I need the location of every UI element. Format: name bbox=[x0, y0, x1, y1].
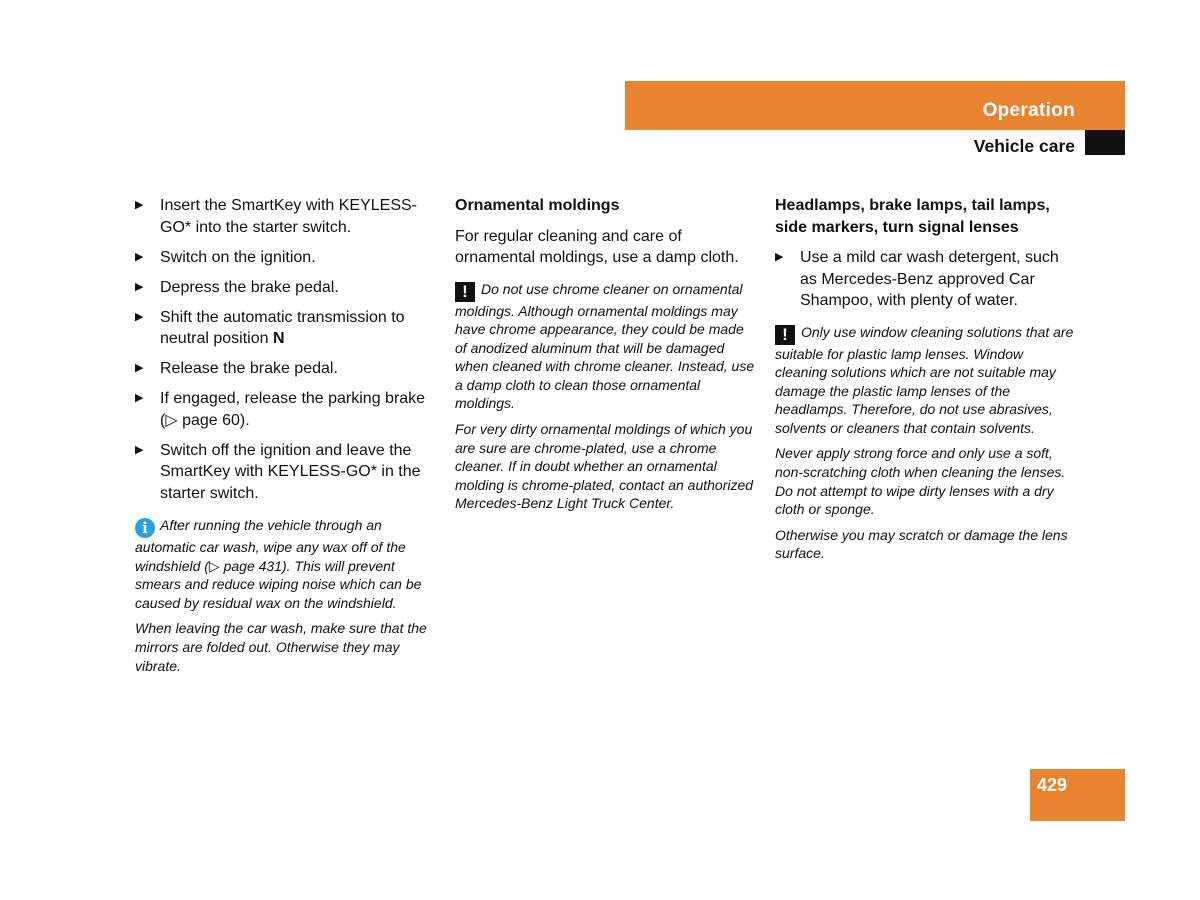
step-item bbox=[135, 307, 435, 350]
section-title: Operation bbox=[982, 100, 1075, 121]
step-text: Switch on the ignition. bbox=[160, 248, 316, 266]
step-list bbox=[775, 247, 1075, 312]
info-note-continued: When leaving the car wash, make sure that the mirrors are folded out. Otherwise they may vibrate. bbox=[135, 620, 427, 674]
info-note-text: After running the vehicle through an automatic car wash, wipe any wax off of the windshield (▷ page 431). This will prevent smears and reduce wiping noise which can be caused by residual wax on the windshield. bbox=[135, 517, 422, 611]
step-text: Use a mild car wash detergent, such as Mercedes-Benz approved Car Shampoo, with plenty of water. bbox=[800, 249, 1059, 309]
step-text: Release the brake pedal. bbox=[160, 360, 338, 377]
bullet-icon: ▶ bbox=[135, 362, 144, 374]
lamps-heading: Headlamps, brake lamps, tail lamps, side markers, turn signal lenses bbox=[775, 197, 1050, 236]
section-tab-marker bbox=[1085, 130, 1125, 155]
ornamental-moldings-heading: Ornamental moldings bbox=[455, 197, 620, 214]
step-text: Switch off the ignition and leave the SmartKey with KEYLESS-GO* in the starter switch. bbox=[160, 441, 421, 502]
step-text: If engaged, release the parking brake (▷ page 60). bbox=[160, 390, 426, 429]
bullet-icon: ▶ bbox=[135, 392, 144, 404]
step-item bbox=[135, 247, 435, 269]
lens-cleaning-note: Never apply strong force and only use a soft, non-scratching cloth when cleaning the lenses. Do not attempt to wipe dirty lenses with a dry cloth or sponge. bbox=[775, 445, 1066, 518]
bullet-icon: ▶ bbox=[135, 250, 144, 263]
step-item bbox=[135, 388, 435, 431]
column-right bbox=[775, 195, 1075, 570]
warning-note bbox=[455, 280, 755, 414]
info-note bbox=[135, 516, 435, 612]
bullet-icon: ▶ bbox=[135, 310, 144, 323]
bullet-icon: ▶ bbox=[135, 280, 144, 293]
warning-note-continued: For very dirty ornamental moldings of which you are sure are chrome-plated, use a chrome cleaner. If in doubt whether an ornamental molding is chrome-plated, contact an authorized Mercedes-Benz Light Truck Center. bbox=[455, 421, 754, 512]
warning-icon: ! bbox=[455, 282, 475, 302]
page-number: 429 bbox=[1037, 775, 1068, 795]
ornamental-moldings-intro: For regular cleaning and care of ornamental moldings, use a damp cloth. bbox=[455, 227, 739, 266]
step-item bbox=[135, 440, 435, 505]
bullet-icon: ▶ bbox=[135, 443, 144, 456]
step-item bbox=[135, 358, 435, 380]
step-text: Insert the SmartKey with KEYLESS-GO* into the starter switch. bbox=[160, 197, 417, 236]
column-middle bbox=[455, 195, 755, 520]
bullet-icon: ▶ bbox=[135, 199, 144, 211]
info-icon: i bbox=[135, 518, 155, 538]
step-item bbox=[135, 195, 435, 238]
lens-damage-note: Otherwise you may scratch or damage the lens surface. bbox=[775, 526, 1068, 562]
warning-note-text: Do not use chrome cleaner on ornamental moldings. Although ornamental moldings may have chrome appearance, they could be made of anodized aluminum that will be damaged when cleaned with chrome cleaner. Instead, use a damp cloth to clean those ornamental moldings. bbox=[455, 280, 755, 412]
step-item bbox=[775, 247, 1075, 312]
warning-note bbox=[775, 323, 1075, 438]
step-text: Shift the automatic transmission to neutral position bbox=[160, 308, 405, 347]
gear-position: N bbox=[272, 330, 285, 347]
column-left bbox=[135, 195, 435, 682]
step-list bbox=[135, 195, 435, 504]
step-text: Depress the brake pedal. bbox=[160, 278, 339, 296]
warning-icon: ! bbox=[775, 325, 795, 345]
subsection-title: Vehicle care bbox=[973, 136, 1075, 156]
bullet-icon: ▶ bbox=[775, 251, 784, 263]
step-item bbox=[135, 277, 435, 299]
warning-note-text: Only use window cleaning solutions that are suitable for plastic lamp lenses. Window cleaning solutions which are not suitable may damage the plastic lamp lenses of the headlamps. Therefore, do not use abrasives, solvents or cleaners that contain solvents. bbox=[775, 323, 1074, 436]
